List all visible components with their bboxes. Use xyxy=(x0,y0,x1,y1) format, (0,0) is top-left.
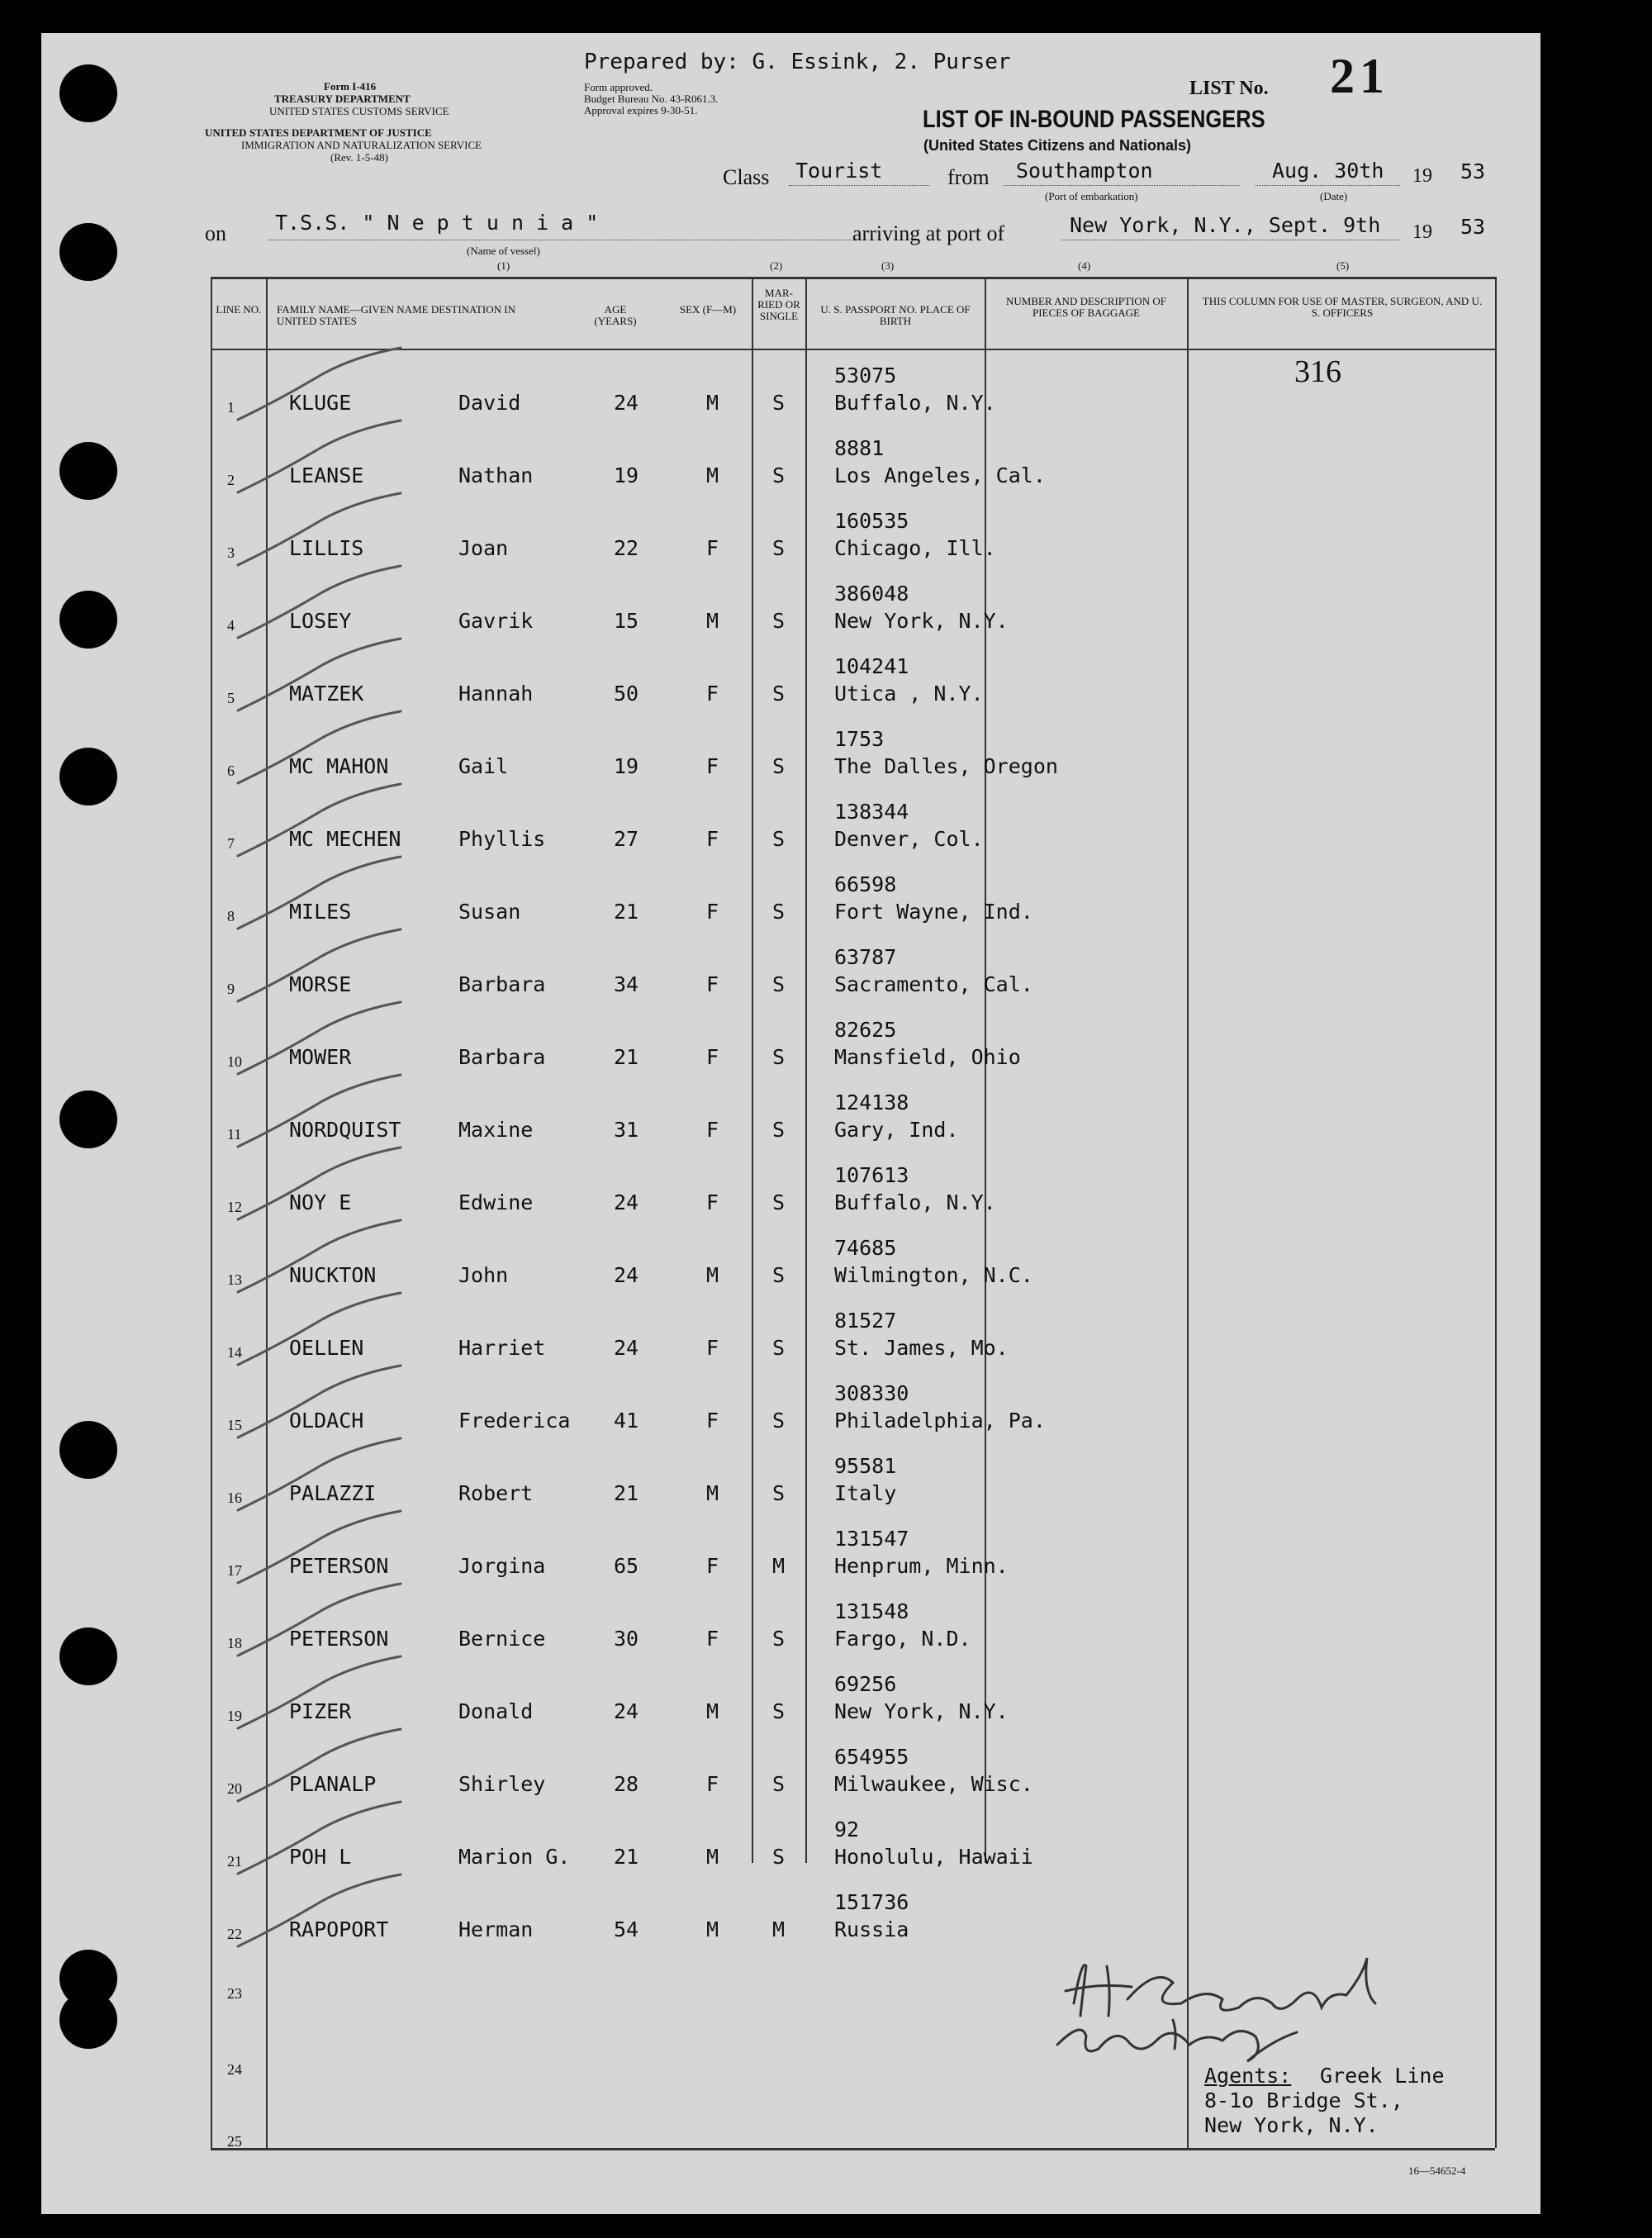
age: 21 xyxy=(614,1481,639,1505)
line-number: 6 xyxy=(227,763,235,779)
dept-immigration: IMMIGRATION AND NATURALIZATION SERVICE xyxy=(241,139,482,151)
age: 24 xyxy=(614,391,639,415)
form-revision: (Rev. 1-5-48) xyxy=(330,151,388,164)
pencil-check-mark xyxy=(231,1868,413,1959)
line-number: 7 xyxy=(227,835,235,852)
passport-number: 138344 xyxy=(834,800,909,824)
given-name: Frederica xyxy=(458,1409,571,1433)
header-age: AGE (YEARS) xyxy=(594,303,637,327)
binder-hole xyxy=(59,1627,117,1685)
given-name: Maxine xyxy=(458,1118,534,1142)
vessel-name: T.S.S. " N e p t u n i a " xyxy=(275,211,599,235)
passport-number: 151736 xyxy=(834,1890,909,1914)
age: 28 xyxy=(614,1772,639,1796)
marital-status: S xyxy=(772,391,786,415)
family-name: LILLIS xyxy=(289,536,364,560)
departure-date: Aug. 30th xyxy=(1272,159,1384,183)
place-of-birth: Buffalo, N.Y. xyxy=(834,1190,996,1214)
marital-status: S xyxy=(772,900,786,924)
sex: M xyxy=(706,1481,719,1505)
list-number: 21 xyxy=(1330,49,1389,103)
line-number: 1 xyxy=(227,399,235,416)
col-num-5: (5) xyxy=(1336,259,1350,272)
place-of-birth: New York, N.Y. xyxy=(834,1699,1009,1723)
marital-status: S xyxy=(772,1481,786,1505)
line-number-24: 24 xyxy=(227,2061,242,2078)
passport-number: 308330 xyxy=(834,1381,909,1405)
place-of-birth: St. James, Mo. xyxy=(834,1336,1009,1360)
given-name: Bernice xyxy=(458,1627,546,1651)
sex: F xyxy=(706,1772,719,1796)
place-of-birth: Henprum, Minn. xyxy=(834,1554,1009,1578)
given-name: Donald xyxy=(458,1699,534,1723)
marital-status: S xyxy=(772,754,786,778)
sex: M xyxy=(706,391,719,415)
age: 22 xyxy=(614,536,639,560)
port-of-embarkation: Southampton xyxy=(1016,159,1153,183)
family-name: KLUGE xyxy=(289,391,352,415)
line-number: 21 xyxy=(227,1853,242,1870)
passport-number: 386048 xyxy=(834,582,909,606)
place-of-birth: Sacramento, Cal. xyxy=(834,972,1033,996)
passport-number: 131548 xyxy=(834,1599,909,1623)
header-baggage: NUMBER AND DESCRIPTION OF PIECES OF BAGGAGE xyxy=(1006,295,1166,319)
header-officers: THIS COLUMN FOR USE OF MASTER, SURGEON, AND U. S. OFFICERS xyxy=(1202,295,1483,319)
family-name: MATZEK xyxy=(289,682,364,706)
passport-number: 104241 xyxy=(834,654,909,678)
given-name: Phyllis xyxy=(458,827,546,851)
passport-number: 95581 xyxy=(834,1454,897,1478)
on-label: on xyxy=(205,221,226,245)
given-name: Jorgina xyxy=(458,1554,546,1578)
sex: F xyxy=(706,900,719,924)
line-number: 8 xyxy=(227,908,235,924)
family-name: OLDACH xyxy=(289,1409,364,1433)
header-passport: U. S. PASSPORT NO. PLACE OF BIRTH xyxy=(820,303,971,327)
family-name: PIZER xyxy=(289,1699,352,1723)
given-name: Susan xyxy=(458,900,521,924)
age: 54 xyxy=(614,1917,639,1941)
sex: F xyxy=(706,1336,719,1360)
officer-number: 316 xyxy=(1294,354,1341,389)
marital-status: S xyxy=(772,1699,786,1723)
binder-hole xyxy=(59,64,117,122)
line-number: 11 xyxy=(227,1126,242,1143)
age: 27 xyxy=(614,827,639,851)
marital-status: S xyxy=(772,972,786,996)
vessel-note: (Name of vessel) xyxy=(467,245,540,257)
age: 41 xyxy=(614,1409,639,1433)
sex: F xyxy=(706,972,719,996)
footer-code: 16—54652-4 xyxy=(1408,2164,1466,2177)
age: 24 xyxy=(614,1336,639,1360)
binder-hole xyxy=(59,748,117,805)
given-name: Hannah xyxy=(458,682,534,706)
line-number: 19 xyxy=(227,1708,242,1724)
family-name: MILES xyxy=(289,900,352,924)
given-name: Herman xyxy=(458,1917,534,1941)
given-name: Joan xyxy=(458,536,509,560)
place-of-birth: Milwaukee, Wisc. xyxy=(834,1772,1033,1796)
passport-number: 124138 xyxy=(834,1090,909,1114)
class-label: Class xyxy=(723,165,770,189)
agents-line2: 8-1o Bridge St., xyxy=(1204,2088,1403,2112)
departure-year: 53 xyxy=(1460,159,1486,183)
handwritten-signature xyxy=(1049,1941,1429,2082)
sex: M xyxy=(706,1917,719,1941)
binder-hole xyxy=(59,1421,117,1479)
class-value: Tourist xyxy=(795,159,883,183)
family-name: PETERSON xyxy=(289,1554,389,1578)
age: 30 xyxy=(614,1627,639,1651)
given-name: Marion G. xyxy=(458,1845,571,1869)
given-name: Gail xyxy=(458,754,509,778)
place-of-birth: The Dalles, Oregon xyxy=(834,754,1058,778)
sex: F xyxy=(706,536,719,560)
place-of-birth: Italy xyxy=(834,1481,897,1505)
year-prefix-departure: 19 xyxy=(1412,165,1432,187)
line-number: 17 xyxy=(227,1562,242,1579)
approved-line3: Approval expires 9-30-51. xyxy=(584,104,698,116)
dept-customs: UNITED STATES CUSTOMS SERVICE xyxy=(269,105,449,117)
agents-line1: Greek Line xyxy=(1320,2064,1445,2088)
sex: F xyxy=(706,1554,719,1578)
prepared-by: Prepared by: G. Essink, 2. Purser xyxy=(584,50,1011,74)
passport-number: 63787 xyxy=(834,945,897,969)
sex: M xyxy=(706,1699,719,1723)
given-name: Gavrik xyxy=(458,609,534,633)
place-of-birth: Buffalo, N.Y. xyxy=(834,391,996,415)
place-of-birth: Fort Wayne, Ind. xyxy=(834,900,1033,924)
passport-number: 1753 xyxy=(834,727,885,751)
binder-hole xyxy=(59,1090,117,1148)
marital-status: S xyxy=(772,1118,786,1142)
line-number-23: 23 xyxy=(227,1985,242,2002)
list-number-label: LIST No. xyxy=(1189,78,1269,99)
passport-number: 131547 xyxy=(834,1527,909,1551)
port-embarkation-note: (Port of embarkation) xyxy=(1045,190,1138,202)
family-name: LEANSE xyxy=(289,463,364,487)
passport-number: 654955 xyxy=(834,1745,909,1769)
family-name: PETERSON xyxy=(289,1627,389,1651)
line-number: 20 xyxy=(227,1780,242,1797)
given-name: Edwine xyxy=(458,1190,534,1214)
marital-status: S xyxy=(772,1190,786,1214)
marital-status: S xyxy=(772,1263,786,1287)
form-title: LIST OF IN-BOUND PASSENGERS xyxy=(923,106,1265,133)
place-of-birth: Denver, Col. xyxy=(834,827,984,851)
marital-status: S xyxy=(772,609,786,633)
sex: F xyxy=(706,827,719,851)
family-name: NOY E xyxy=(289,1190,352,1214)
place-of-birth: Fargo, N.D. xyxy=(834,1627,971,1651)
line-number: 4 xyxy=(227,617,235,634)
manifest-sheet xyxy=(41,33,1540,2214)
place-of-birth: Chicago, Ill. xyxy=(834,536,996,560)
sex: F xyxy=(706,754,719,778)
passport-number: 81527 xyxy=(834,1309,897,1333)
binder-hole xyxy=(59,591,117,649)
given-name: John xyxy=(458,1263,509,1287)
form-subtitle: (United States Citizens and Nationals) xyxy=(923,137,1192,154)
passport-number: 66598 xyxy=(834,872,897,896)
family-name: MC MAHON xyxy=(289,754,389,778)
marital-status: M xyxy=(772,1917,786,1941)
form-number: Form I-416 xyxy=(324,80,377,93)
family-name: LOSEY xyxy=(289,609,352,633)
agents-line3: New York, N.Y. xyxy=(1204,2113,1379,2137)
given-name: Nathan xyxy=(458,463,534,487)
col-num-2: (2) xyxy=(770,259,783,272)
line-number: 2 xyxy=(227,472,235,488)
line-number: 14 xyxy=(227,1344,242,1361)
header-line-no: LINE NO. xyxy=(216,303,262,316)
arriving-label: arriving at port of xyxy=(852,221,1005,245)
marital-status: S xyxy=(772,536,786,560)
place-of-birth: Utica , N.Y. xyxy=(834,682,984,706)
line-number: 13 xyxy=(227,1271,242,1288)
line-number: 3 xyxy=(227,544,235,561)
col-num-4: (4) xyxy=(1078,259,1091,272)
family-name: PLANALP xyxy=(289,1772,377,1796)
binder-hole xyxy=(59,442,117,500)
family-name: RAPOPORT xyxy=(289,1917,389,1941)
line-number: 9 xyxy=(227,981,235,997)
line-number: 12 xyxy=(227,1199,242,1215)
place-of-birth: Gary, Ind. xyxy=(834,1118,959,1142)
binder-hole xyxy=(59,1991,117,2049)
place-of-birth: Russia xyxy=(834,1917,909,1941)
sex: M xyxy=(706,609,719,633)
age: 24 xyxy=(614,1263,639,1287)
age: 19 xyxy=(614,463,639,487)
age: 34 xyxy=(614,972,639,996)
given-name: Harriet xyxy=(458,1336,546,1360)
age: 24 xyxy=(614,1699,639,1723)
passport-number: 74685 xyxy=(834,1236,897,1260)
family-name: MC MECHEN xyxy=(289,827,401,851)
place-of-birth: New York, N.Y. xyxy=(834,609,1009,633)
age: 21 xyxy=(614,1845,639,1869)
header-sex: SEX (F—M) xyxy=(679,303,737,316)
family-name: MORSE xyxy=(289,972,352,996)
line-number: 18 xyxy=(227,1635,242,1651)
passport-number: 53075 xyxy=(834,363,897,387)
marital-status: M xyxy=(772,1554,786,1578)
date-note: (Date) xyxy=(1320,190,1348,202)
line-number: 16 xyxy=(227,1490,242,1506)
arrival-port: New York, N.Y., Sept. 9th xyxy=(1070,213,1381,237)
dept-treasury: TREASURY DEPARTMENT xyxy=(274,93,411,105)
sex: F xyxy=(706,1118,719,1142)
place-of-birth: Honolulu, Hawaii xyxy=(834,1845,1033,1869)
place-of-birth: Mansfield, Ohio xyxy=(834,1045,1021,1069)
sex: F xyxy=(706,1627,719,1651)
age: 65 xyxy=(614,1554,639,1578)
given-name: Shirley xyxy=(458,1772,546,1796)
marital-status: S xyxy=(772,1627,786,1651)
family-name: OELLEN xyxy=(289,1336,364,1360)
given-name: Barbara xyxy=(458,972,546,996)
sex: M xyxy=(706,1263,719,1287)
passport-number: 8881 xyxy=(834,436,885,460)
marital-status: S xyxy=(772,1336,786,1360)
given-name: David xyxy=(458,391,521,415)
sex: F xyxy=(706,1045,719,1069)
agents-label: Agents: xyxy=(1204,2064,1292,2088)
given-name: Barbara xyxy=(458,1045,546,1069)
place-of-birth: Philadelphia, Pa. xyxy=(834,1409,1046,1433)
passport-number: 69256 xyxy=(834,1672,897,1696)
marital-status: S xyxy=(772,1845,786,1869)
family-name: MOWER xyxy=(289,1045,352,1069)
age: 50 xyxy=(614,682,639,706)
col-num-1: (1) xyxy=(497,259,510,272)
family-name: POH L xyxy=(289,1845,352,1869)
place-of-birth: Los Angeles, Cal. xyxy=(834,463,1046,487)
header-married: MAR-RIED OR SINGLE xyxy=(757,287,800,322)
marital-status: S xyxy=(772,827,786,851)
line-number: 5 xyxy=(227,690,235,706)
binder-hole xyxy=(59,223,117,281)
place-of-birth: Wilmington, N.C. xyxy=(834,1263,1033,1287)
family-name: PALAZZI xyxy=(289,1481,377,1505)
age: 19 xyxy=(614,754,639,778)
sex: F xyxy=(706,1409,719,1433)
year-prefix-arrival: 19 xyxy=(1412,221,1432,243)
line-number-25: 25 xyxy=(227,2133,242,2150)
age: 15 xyxy=(614,609,639,633)
marital-status: S xyxy=(772,1045,786,1069)
approved-line1: Form approved. xyxy=(584,81,653,93)
age: 21 xyxy=(614,1045,639,1069)
arrival-year: 53 xyxy=(1460,215,1486,239)
age: 31 xyxy=(614,1118,639,1142)
sex: F xyxy=(706,1190,719,1214)
dept-justice: UNITED STATES DEPARTMENT OF JUSTICE xyxy=(205,126,432,139)
sex: M xyxy=(706,463,719,487)
marital-status: S xyxy=(772,682,786,706)
sex: F xyxy=(706,682,719,706)
marital-status: S xyxy=(772,1409,786,1433)
approved-line2: Budget Bureau No. 43-R061.3. xyxy=(584,93,719,105)
line-number: 22 xyxy=(227,1926,242,1942)
given-name: Robert xyxy=(458,1481,534,1505)
marital-status: S xyxy=(772,1772,786,1796)
family-name: NORDQUIST xyxy=(289,1118,401,1142)
passport-number: 160535 xyxy=(834,509,909,533)
passport-number: 92 xyxy=(834,1817,860,1841)
sex: M xyxy=(706,1845,719,1869)
marital-status: S xyxy=(772,463,786,487)
passport-number: 107613 xyxy=(834,1163,909,1187)
header-name: FAMILY NAME—GIVEN NAME DESTINATION IN UNITED STATES xyxy=(277,303,516,327)
age: 21 xyxy=(614,900,639,924)
from-label: from xyxy=(947,165,990,189)
passport-number: 82625 xyxy=(834,1018,897,1042)
family-name: NUCKTON xyxy=(289,1263,377,1287)
col-num-3: (3) xyxy=(881,259,895,272)
age: 24 xyxy=(614,1190,639,1214)
line-number: 15 xyxy=(227,1417,242,1433)
line-number: 10 xyxy=(227,1053,242,1070)
